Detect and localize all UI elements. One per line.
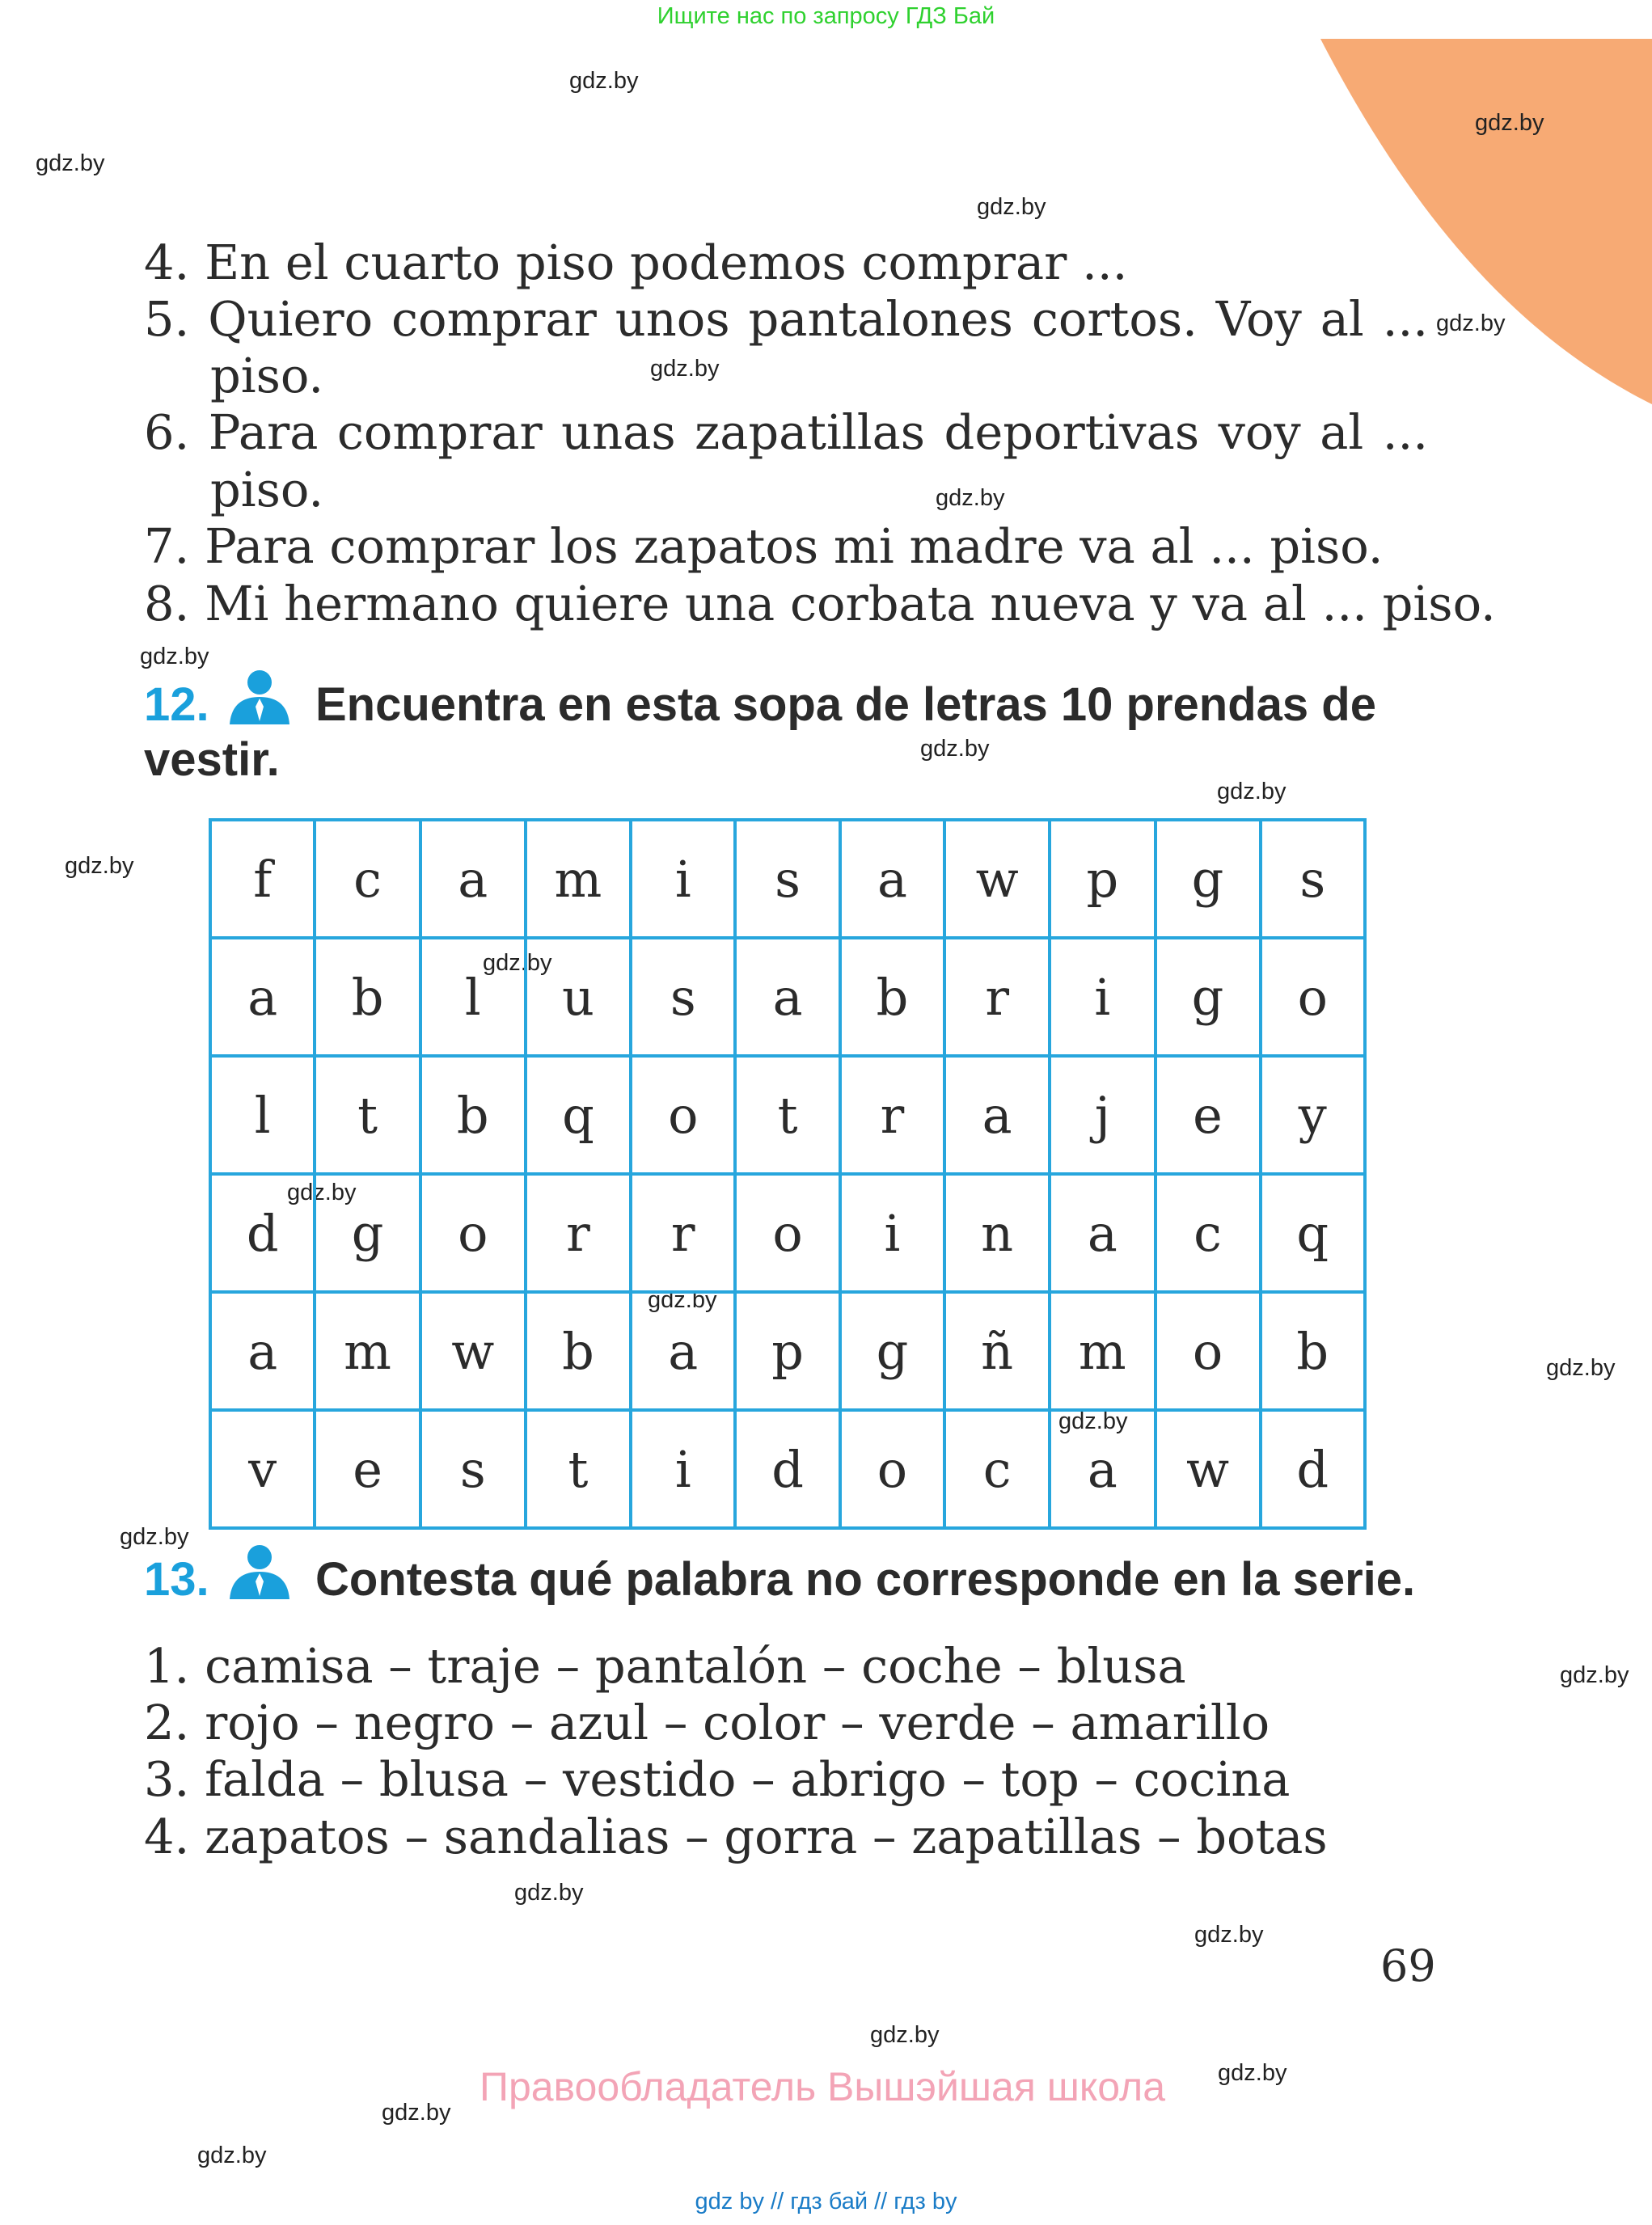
watermark: gdz.by: [1058, 1408, 1128, 1434]
exercise-item-continuation: piso.: [210, 348, 324, 403]
grid-cell[interactable]: w: [420, 1292, 526, 1410]
grid-cell[interactable]: d: [210, 1174, 315, 1292]
item-text: camisa – traje – pantalón – coche – blusa: [205, 1638, 1186, 1694]
grid-cell[interactable]: r: [631, 1174, 735, 1292]
grid-cell[interactable]: w: [1156, 1410, 1261, 1528]
grid-cell[interactable]: c: [944, 1410, 1050, 1528]
grid-cell[interactable]: m: [1050, 1292, 1155, 1410]
item-text: Para comprar los zapatos mi madre va al ... piso.: [205, 518, 1384, 574]
watermark: gdz.by: [977, 194, 1046, 220]
grid-cell[interactable]: a: [1050, 1174, 1155, 1292]
watermark: gdz.by: [382, 2100, 451, 2126]
grid-cell[interactable]: b: [420, 1056, 526, 1174]
task-title: Contesta qué palabra no corresponde en la serie.: [315, 1553, 1416, 1606]
series-item: [144, 1695, 1270, 1751]
item-text: zapatos – sandalias – gorra – zapatillas – botas: [205, 1809, 1328, 1864]
grid-cell[interactable]: r: [840, 1056, 944, 1174]
grid-cell[interactable]: j: [1050, 1056, 1155, 1174]
watermark: gdz.by: [483, 950, 552, 976]
grid-cell[interactable]: ñ: [944, 1292, 1050, 1410]
item-number: 1.: [144, 1638, 190, 1694]
watermark: gdz.by: [197, 2143, 267, 2168]
grid-cell[interactable]: v: [210, 1410, 315, 1528]
watermark: gdz.by: [650, 356, 720, 382]
grid-cell[interactable]: p: [1050, 820, 1155, 938]
exercise-item: [144, 234, 1127, 291]
grid-cell[interactable]: a: [735, 938, 839, 1056]
item-number: 3.: [144, 1751, 190, 1807]
item-number: 2.: [144, 1695, 190, 1750]
task-number: 13.: [144, 1553, 209, 1606]
grid-cell[interactable]: i: [840, 1174, 944, 1292]
grid-cell[interactable]: a: [420, 820, 526, 938]
grid-row: [210, 1174, 1365, 1292]
grid-cell[interactable]: n: [944, 1174, 1050, 1292]
grid-row: [210, 1292, 1365, 1410]
grid-cell[interactable]: d: [735, 1410, 839, 1528]
watermark: gdz.by: [569, 68, 639, 94]
grid-cell[interactable]: w: [944, 820, 1050, 938]
item-text: Quiero comprar unos pantalones cortos. Voy al ...: [208, 291, 1428, 347]
top-banner: Ищите нас по запросу ГДЗ Бай: [657, 3, 995, 29]
grid-row: [210, 820, 1365, 938]
grid-cell[interactable]: t: [735, 1056, 839, 1174]
watermark: gdz.by: [1218, 2060, 1287, 2086]
grid-row: [210, 1410, 1365, 1528]
watermark: gdz.by: [648, 1287, 717, 1313]
grid-cell[interactable]: o: [840, 1410, 944, 1528]
grid-cell[interactable]: o: [631, 1056, 735, 1174]
grid-cell[interactable]: b: [1261, 1292, 1365, 1410]
grid-row: [210, 938, 1365, 1056]
grid-cell[interactable]: o: [735, 1174, 839, 1292]
item-text: Para comprar unas zapatillas deportivas voy al ...: [208, 404, 1429, 460]
grid-cell[interactable]: a: [210, 1292, 315, 1410]
grid-cell[interactable]: g: [1156, 820, 1261, 938]
exercise-item-continuation: piso.: [210, 462, 324, 517]
item-text: falda – blusa – vestido – abrigo – top – cocina: [205, 1751, 1291, 1807]
grid-cell[interactable]: u: [526, 938, 631, 1056]
series-item: [144, 1751, 1290, 1808]
grid-cell[interactable]: i: [1050, 938, 1155, 1056]
item-text: En el cuarto piso podemos comprar ...: [205, 234, 1128, 290]
grid-cell[interactable]: i: [631, 820, 735, 938]
watermark: gdz.by: [1217, 779, 1287, 804]
series-item: [144, 1809, 1328, 1865]
grid-cell[interactable]: a: [1050, 1410, 1155, 1528]
grid-cell[interactable]: l: [420, 938, 526, 1056]
series-item: [144, 1638, 1186, 1695]
grid-cell[interactable]: m: [526, 820, 631, 938]
watermark: gdz.by: [36, 150, 105, 176]
grid-cell[interactable]: q: [526, 1056, 631, 1174]
task-title: Encuentra en esta sopa de letras 10 prendas de: [315, 678, 1376, 731]
page-number: 69: [1380, 1940, 1436, 1991]
watermark: gdz.by: [920, 736, 990, 762]
grid-cell[interactable]: y: [1261, 1056, 1365, 1174]
grid-cell[interactable]: c: [315, 820, 420, 938]
grid-cell[interactable]: t: [315, 1056, 420, 1174]
grid-cell[interactable]: t: [526, 1410, 631, 1528]
watermark: gdz.by: [65, 853, 134, 879]
grid-cell[interactable]: q: [1261, 1174, 1365, 1292]
watermark: gdz.by: [140, 644, 209, 669]
grid-cell[interactable]: g: [840, 1292, 944, 1410]
watermark: gdz.by: [870, 2022, 940, 2048]
grid-cell[interactable]: b: [526, 1292, 631, 1410]
watermark: gdz.by: [514, 1880, 584, 1906]
item-number: 6.: [144, 404, 190, 460]
person-icon: [226, 666, 293, 724]
exercise-item: [144, 404, 1428, 461]
orange-corner-decoration: [1320, 0, 1652, 453]
grid-cell[interactable]: o: [420, 1174, 526, 1292]
grid-cell[interactable]: l: [210, 1056, 315, 1174]
watermark: gdz.by: [1546, 1355, 1616, 1381]
person-icon: [226, 1541, 293, 1599]
grid-cell[interactable]: s: [631, 938, 735, 1056]
watermark: gdz.by: [1560, 1662, 1629, 1688]
grid-cell[interactable]: s: [1261, 820, 1365, 938]
item-number: 5.: [144, 291, 190, 347]
word-search-grid: [209, 818, 1367, 1530]
grid-cell[interactable]: o: [1261, 938, 1365, 1056]
grid-cell[interactable]: s: [420, 1410, 526, 1528]
grid-cell[interactable]: f: [210, 820, 315, 938]
watermark: gdz.by: [287, 1180, 357, 1205]
watermark: gdz.by: [1436, 310, 1506, 336]
watermark: gdz.by: [1475, 110, 1544, 136]
item-text: Mi hermano quiere una corbata nueva y va al ... piso.: [205, 576, 1496, 631]
watermark: gdz.by: [936, 485, 1005, 511]
grid-cell[interactable]: o: [1156, 1292, 1261, 1410]
item-number: 4.: [144, 234, 190, 290]
exercise-item: [144, 576, 1496, 632]
grid-cell[interactable]: g: [315, 1174, 420, 1292]
copyright-holder: Правообладатель Вышэйшая школа: [480, 2064, 1165, 2109]
grid-cell[interactable]: a: [840, 820, 944, 938]
item-number: 7.: [144, 518, 190, 574]
grid-cell[interactable]: d: [1261, 1410, 1365, 1528]
item-number: 4.: [144, 1809, 190, 1864]
grid-cell[interactable]: e: [1156, 1056, 1261, 1174]
watermark: gdz.by: [120, 1524, 189, 1550]
grid-cell[interactable]: c: [1156, 1174, 1261, 1292]
grid-cell[interactable]: s: [735, 820, 839, 938]
grid-cell[interactable]: g: [1156, 938, 1261, 1056]
grid-cell[interactable]: b: [315, 938, 420, 1056]
task-number: 12.: [144, 678, 209, 731]
grid-row: [210, 1056, 1365, 1174]
grid-cell[interactable]: a: [944, 1056, 1050, 1174]
footer-links[interactable]: gdz by // гдз бай // гдз by: [695, 2189, 957, 2214]
task-title-continuation: vestir.: [144, 733, 280, 786]
grid-cell[interactable]: m: [315, 1292, 420, 1410]
item-number: 8.: [144, 576, 190, 631]
grid-cell[interactable]: e: [315, 1410, 420, 1528]
grid-cell[interactable]: a: [631, 1292, 735, 1410]
grid-cell[interactable]: p: [735, 1292, 839, 1410]
item-text: rojo – negro – azul – color – verde – amarillo: [205, 1695, 1270, 1750]
grid-cell[interactable]: r: [944, 938, 1050, 1056]
exercise-item: [144, 518, 1384, 575]
grid-cell[interactable]: a: [210, 938, 315, 1056]
grid-cell[interactable]: i: [631, 1410, 735, 1528]
exercise-item: [144, 291, 1428, 348]
grid-cell[interactable]: b: [840, 938, 944, 1056]
grid-cell[interactable]: r: [526, 1174, 631, 1292]
watermark: gdz.by: [1194, 1922, 1264, 1948]
